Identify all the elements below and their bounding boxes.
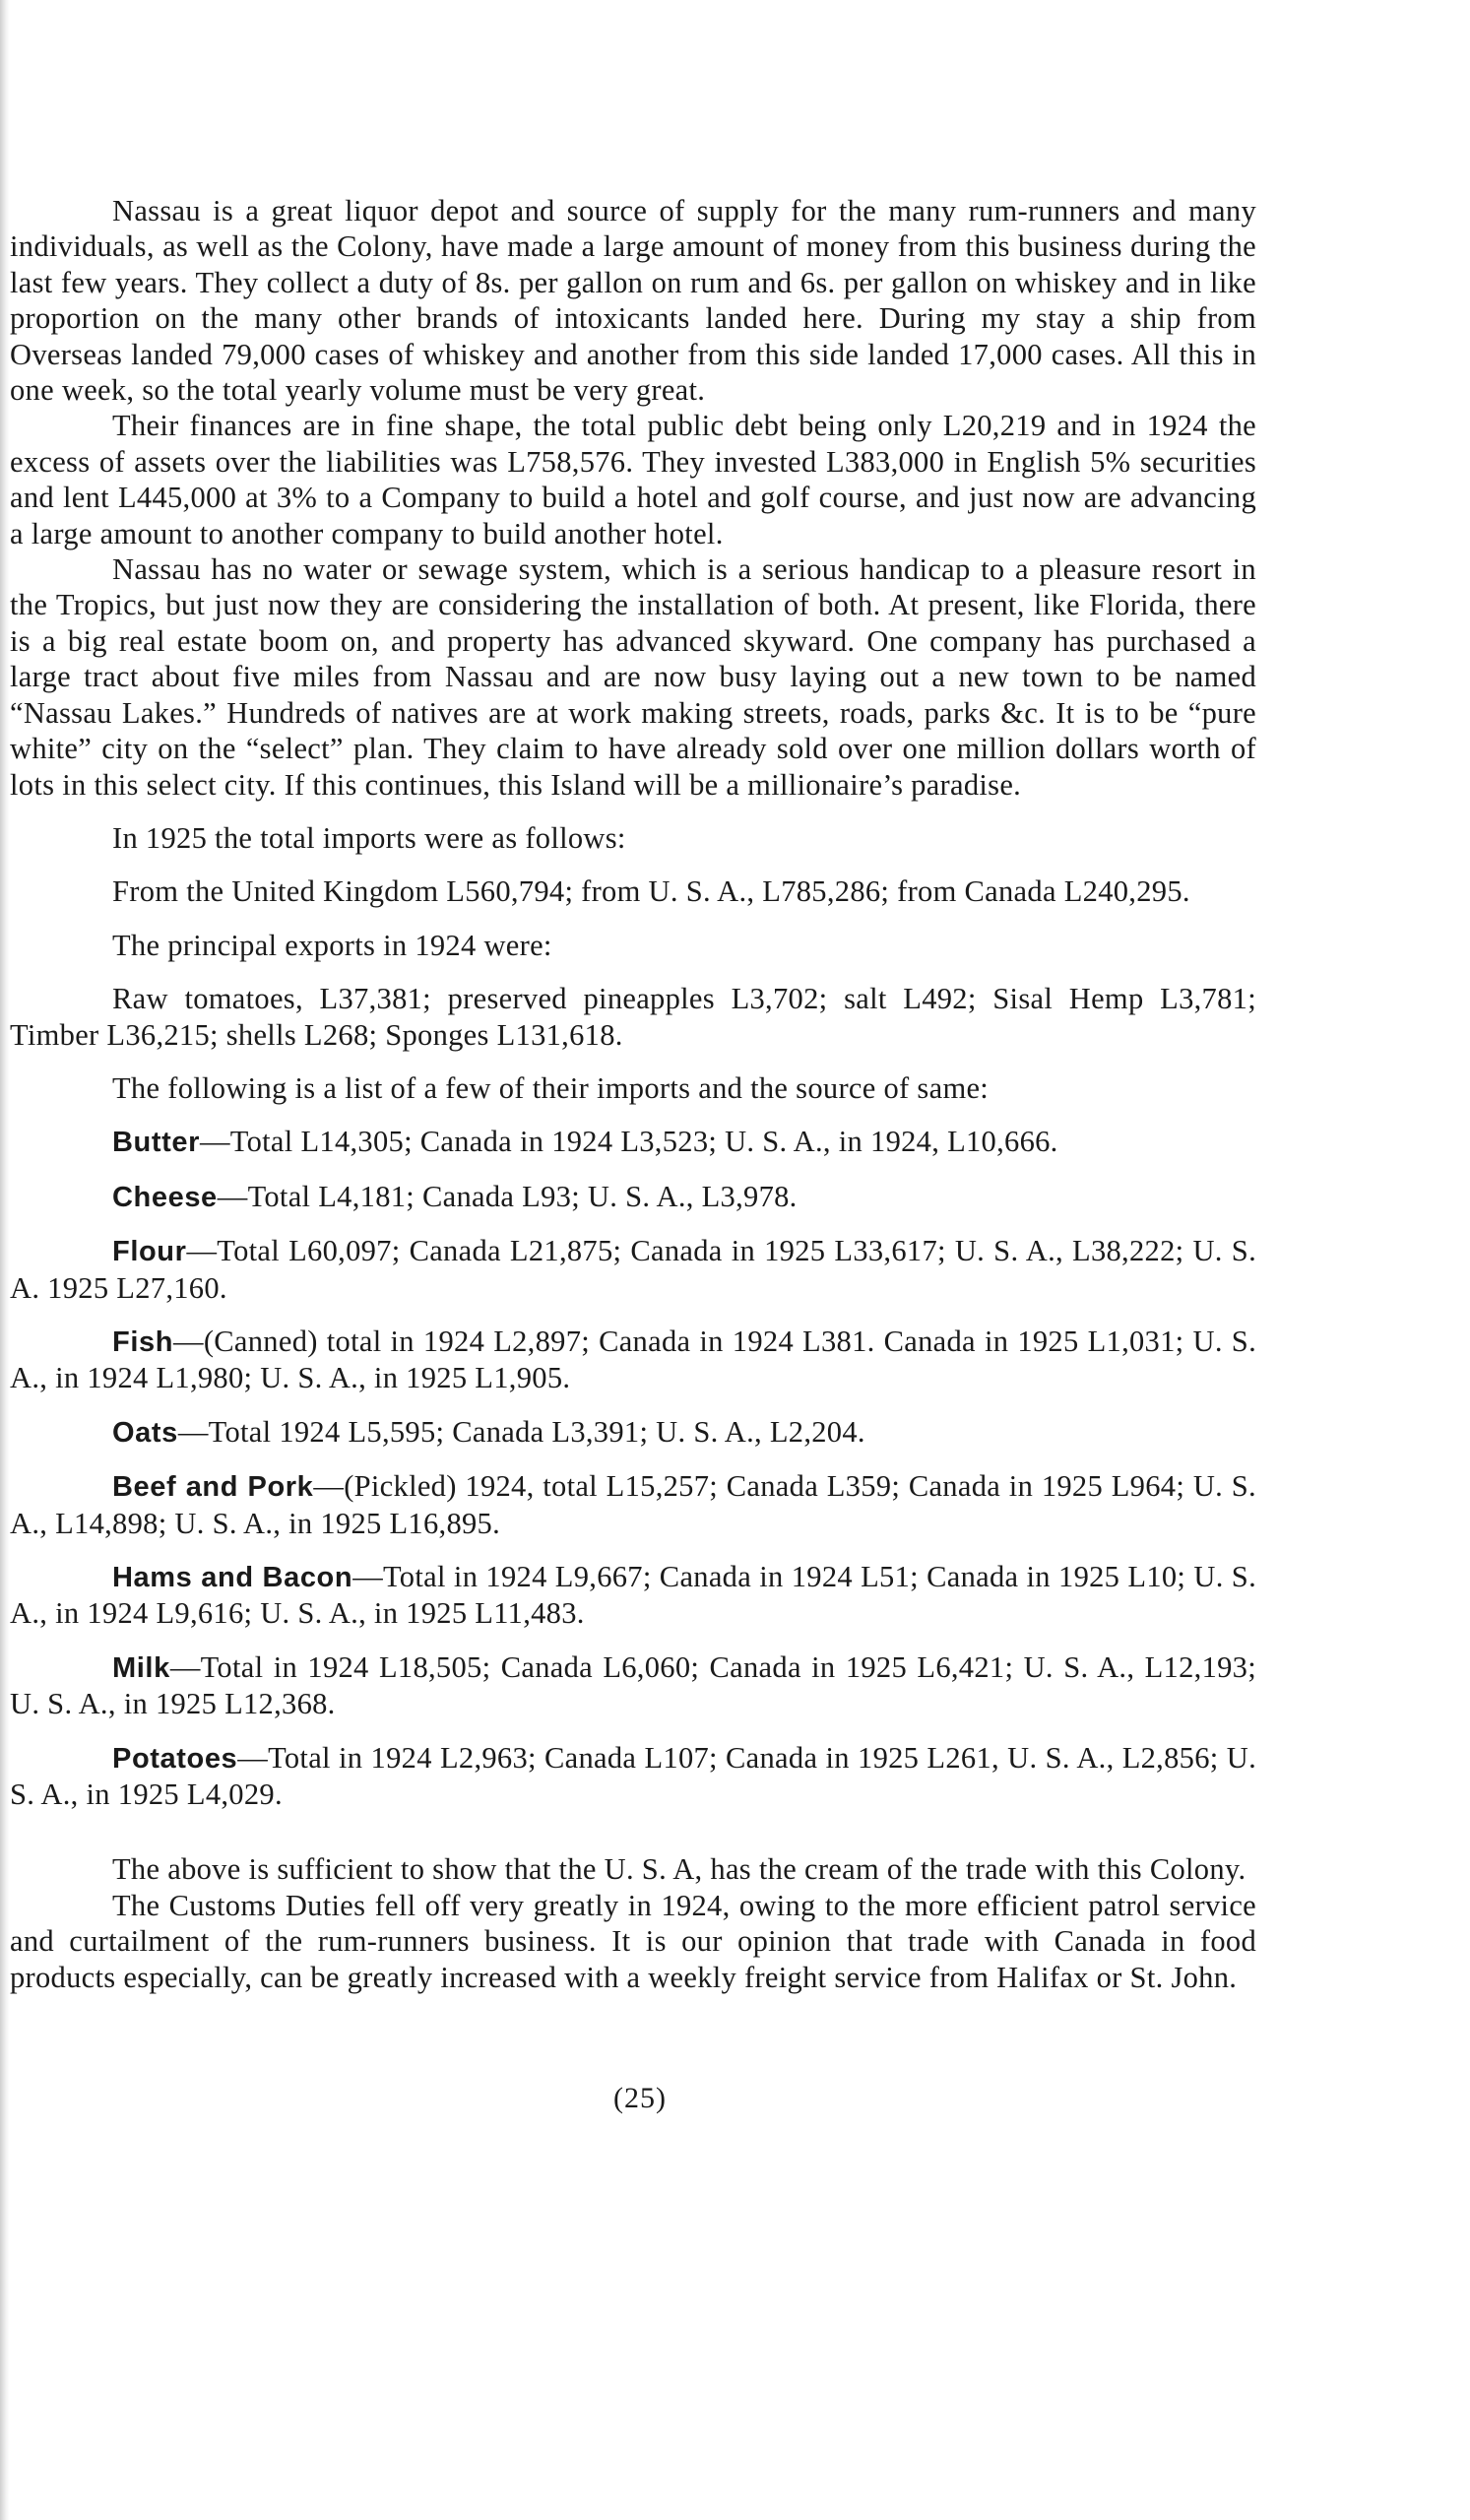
import-item-details: —Total L14,305; Canada in 1924 L3,523; U. S. A., in 1924, L10,666. (200, 1125, 1058, 1159)
import-item-details: —Total in 1924 L2,963; Canada L107; Canada in 1925 L261, U. S. A., L2,856; U. S. A., in 1925 L4,029. (10, 1740, 1256, 1812)
paragraph-usa-cream: The above is sufficient to show that the U. S. A, has the cream of the trade with this Colony. (112, 1852, 1246, 1887)
import-entry-beef-pork (10, 1468, 1256, 1541)
import-item-name: Potatoes (112, 1742, 238, 1775)
import-item-details: —Total L60,097; Canada L21,875; Canada in 1925 L33,617; U. S. A., L38,222; U. S. A. 1925 L27,160. (10, 1234, 1256, 1305)
import-entry-butter (10, 1124, 1256, 1160)
paragraph-exports-list: Raw tomatoes, L37,381; preserved pineapples L3,702; salt L492; Sisal Hemp L3,781; Timber L36,215; shells L268; Sponges L131,618. (10, 982, 1256, 1052)
document-body (10, 193, 1256, 1995)
page-number: (25) (613, 2082, 667, 2114)
import-item-details: —Total 1924 L5,595; Canada L3,391; U. S. A., L2,204. (177, 1414, 865, 1449)
import-item-details: —Total L4,181; Canada L93; U. S. A., L3,978. (217, 1179, 798, 1213)
import-item-name: Beef and Pork (112, 1471, 314, 1504)
paragraph-imports-intro: In 1925 the total imports were as follows: (112, 820, 626, 855)
import-item-details: —Total in 1924 L18,505; Canada L6,060; Canada in 1925 L6,421; U. S. A., L12,193; U. S. A., in 1925 L12,368. (10, 1649, 1256, 1721)
import-entry-cheese (10, 1179, 1256, 1215)
import-entry-oats (10, 1414, 1256, 1451)
paragraph-water-sewage: Nassau has no water or sewage system, which is a serious handicap to a pleasure resort in the Tropics, but just now they are considering the installation of both. At present, like Florida, there is a big real estate boom on, and property has advanced skyward. One company has purchased a large tract about five miles from Nassau and are now busy laying out a new town to be named “Nassau Lakes.” Hundreds of natives are at work making streets, roads, parks &c. It is to be “pure white” city on the “select” plan. They claim to have already sold over one million dollars worth of lots in this select city. If this continues, this Island will be a millionaire’s paradise. (10, 552, 1256, 802)
page-edge-shadow (0, 0, 10, 2520)
import-entry-milk (10, 1649, 1256, 1722)
paragraph-exports-intro: The principal exports in 1924 were: (112, 928, 552, 962)
import-item-name: Fish (112, 1325, 174, 1358)
import-item-name: Hams and Bacon (112, 1562, 353, 1593)
import-entry-potatoes (10, 1740, 1256, 1813)
paragraph-imports-list-intro: The following is a list of a few of their imports and the source of same: (112, 1070, 990, 1105)
import-item-name: Flour (112, 1236, 187, 1268)
import-item-name: Oats (112, 1416, 178, 1449)
import-item-name: Milk (112, 1651, 170, 1684)
import-item-name: Cheese (112, 1181, 218, 1213)
import-item-details: —Total in 1924 L9,667; Canada in 1924 L51; Canada in 1925 L10; U. S. A., in 1924 L9,616; U. S. A., in 1925 L11,483. (10, 1560, 1256, 1631)
paragraph-liquor-depot: Nassau is a great liquor depot and source of supply for the many rum-runners and many individuals, as well as the Colony, have made a large amount of money from this business during the last few years. They collect a duty of 8s. per gallon on rum and 6s. per gallon on whiskey and in like proportion on the many other brands of intoxicants landed here. During my stay a ship from Overseas landed 79,000 cases of whiskey and another from this side landed 17,000 cases. All this in one week, so the total yearly volume must be very great. (10, 194, 1256, 408)
import-item-details: —(Pickled) 1924, total L15,257; Canada L359; Canada in 1925 L964; U. S. A., L14,898; U. S. A., in 1925 L16,895. (10, 1469, 1256, 1540)
import-item-details: —(Canned) total in 1924 L2,897; Canada in 1924 L381. Canada in 1925 L1,031; U. S. A., in 1924 L1,980; U. S. A., in 1925 L1,905. (10, 1324, 1256, 1395)
paragraph-imports-totals: From the United Kingdom L560,794; from U. S. A., L785,286; from Canada L240,295. (112, 874, 1190, 909)
import-entry-fish (10, 1324, 1256, 1396)
import-entry-hams-bacon (10, 1559, 1256, 1632)
paragraph-finances: Their finances are in fine shape, the total public debt being only L20,219 and in 1924 the excess of assets over the liabilities was L758,576. They invested L383,000 in English 5% securities and lent L445,000 at 3% to a Company to build a hotel and golf course, and just now are advancing a large amount to another company to build another hotel. (10, 409, 1256, 550)
import-item-name: Butter (112, 1127, 200, 1159)
import-entry-flour (10, 1233, 1256, 1306)
paragraph-customs-duties: The Customs Duties fell off very greatly in 1924, owing to the more efficient patrol service and curtailment of the rum-runners business. It is our opinion that trade with Canada in food products especially, can be greatly increased with a weekly freight service from Halifax or St. John. (10, 1888, 1256, 1994)
